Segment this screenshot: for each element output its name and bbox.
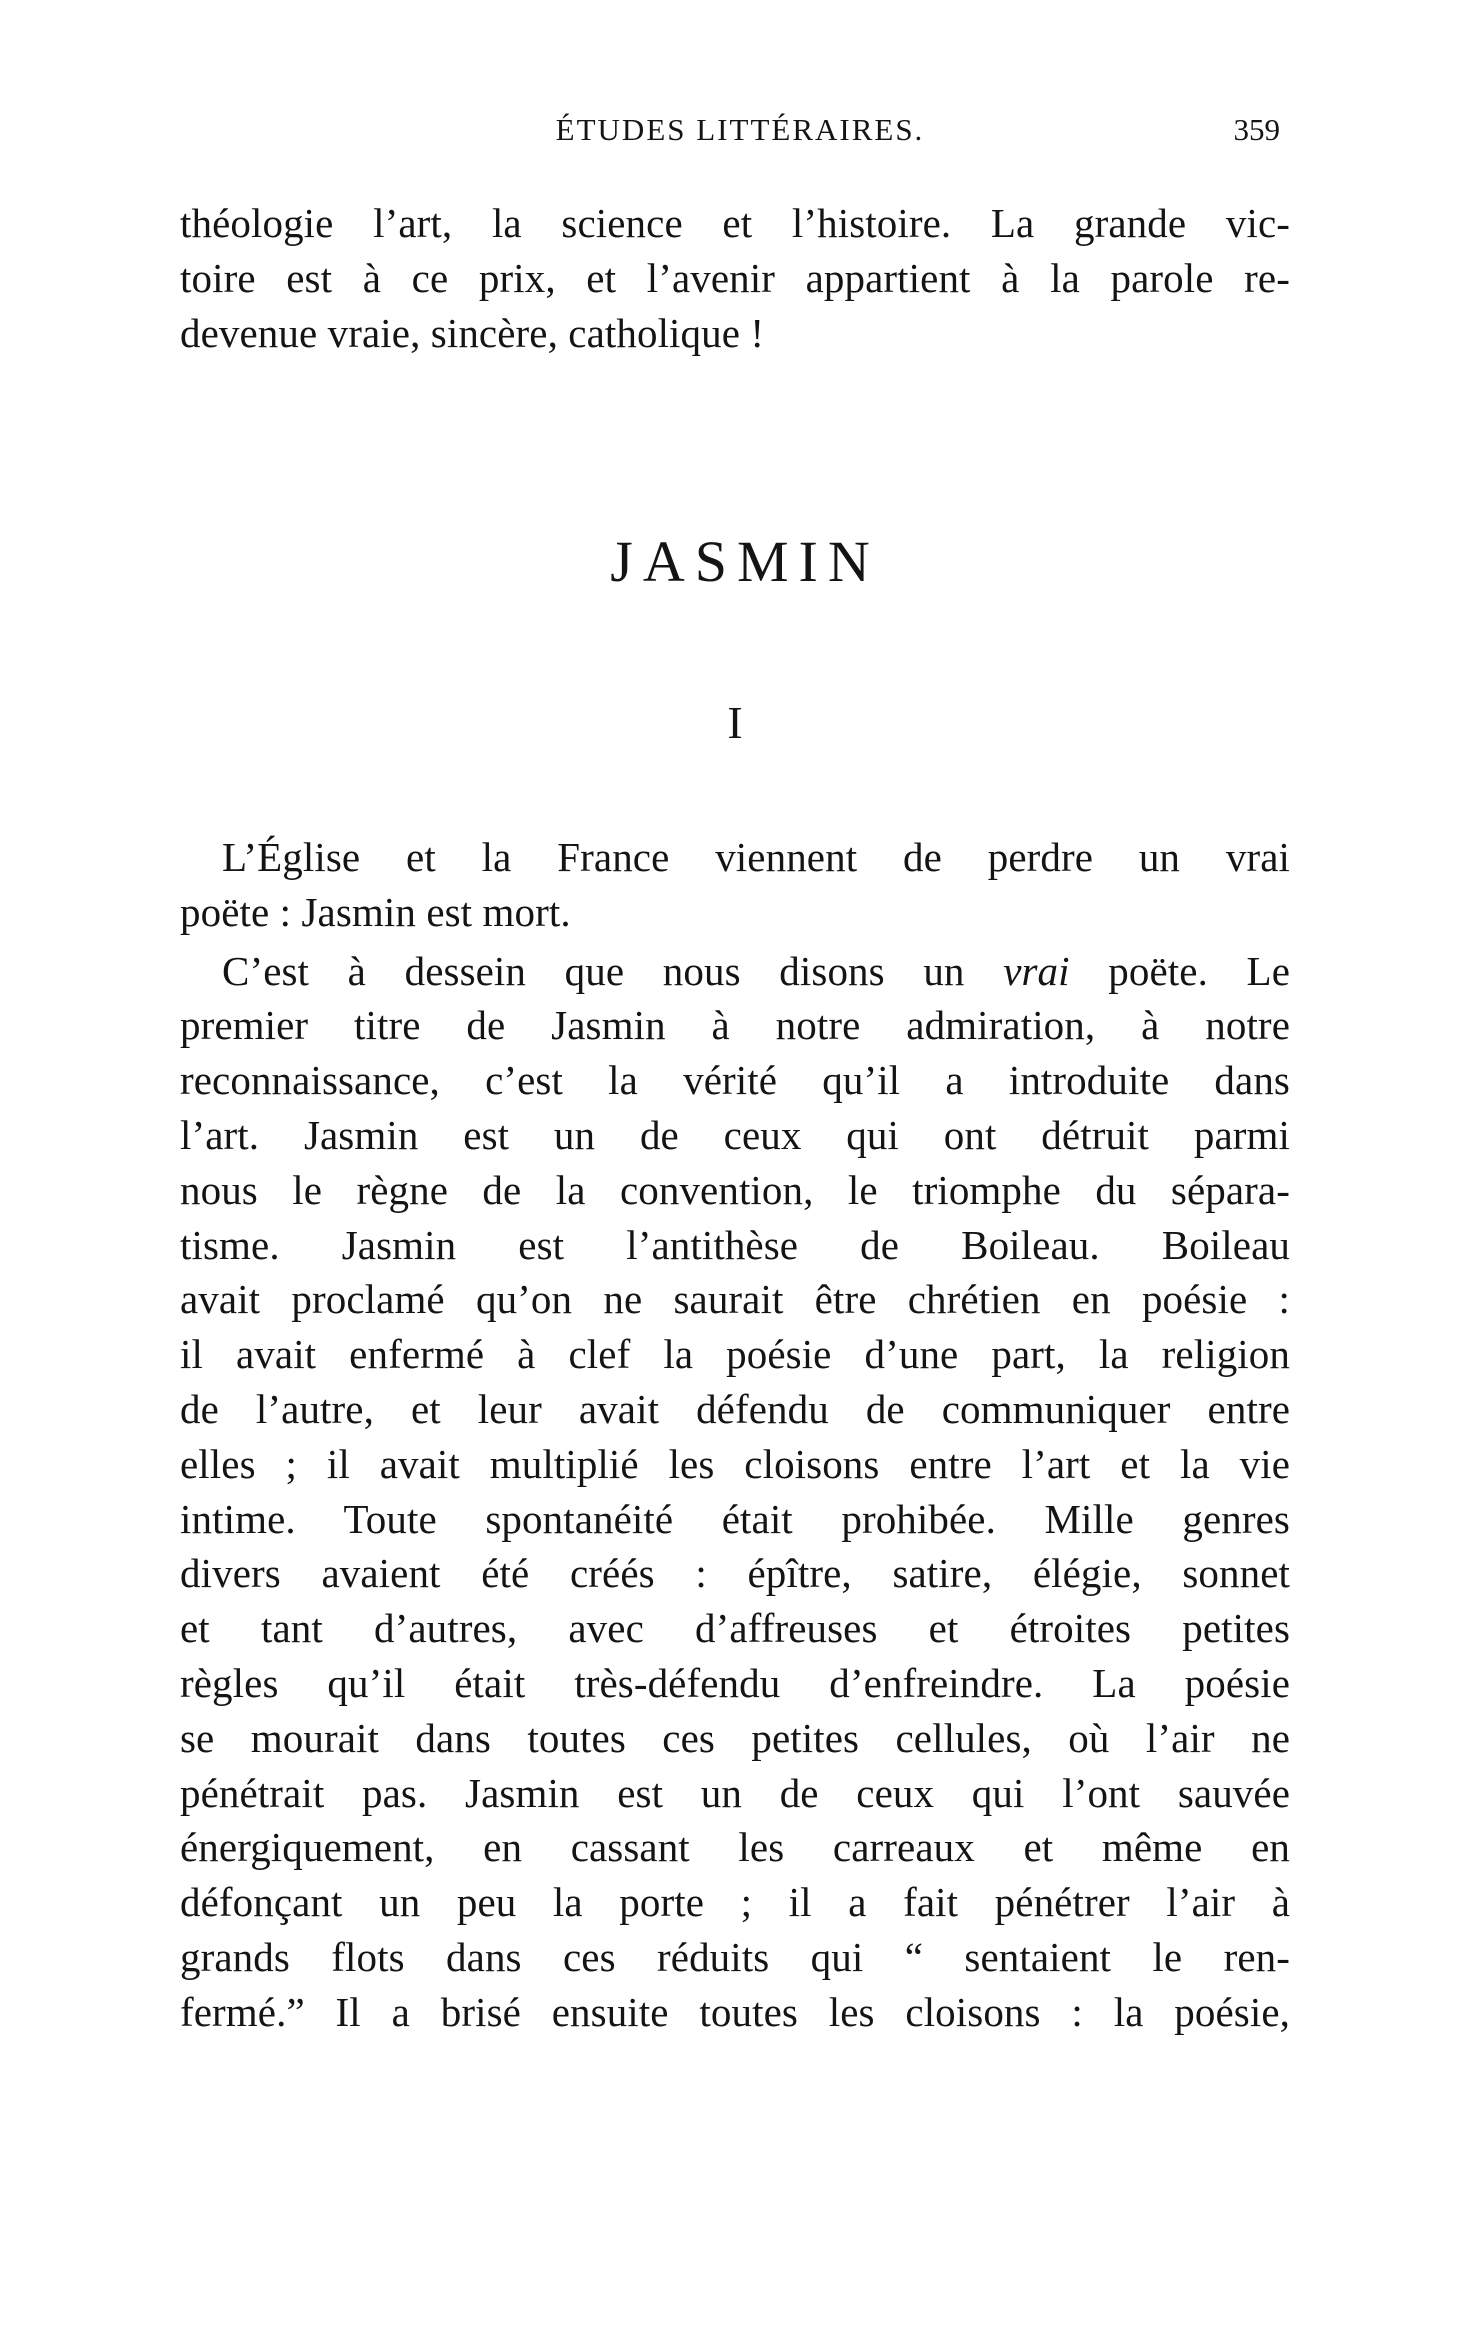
body-text — [180, 830, 1290, 2040]
paragraph-line: défonçant un peu la porte ; il a fait pénétrer l’air à — [180, 1879, 1290, 1926]
paragraph-line: fermé.” Il a brisé ensuite toutes les cloisons : la poésie, — [180, 1988, 1290, 2035]
intro-line: devenue vraie, sincère, catholique ! — [180, 309, 765, 356]
paragraph-line: pénétrait pas. Jasmin est un de ceux qui l’ont sauvée — [180, 1769, 1290, 1816]
paragraph-line: reconnaissance, c’est la vérité qu’il a introduite dans — [180, 1057, 1290, 1104]
section-number: I — [727, 697, 743, 748]
paragraph-line: règles qu’il était très-défendu d’enfreindre. La poésie — [180, 1659, 1290, 1706]
paragraph-line: elles ; il avait multiplié les cloisons entre l’art et la vie — [180, 1440, 1290, 1487]
running-title: ÉTUDES LITTÉRAIRES. — [555, 112, 925, 147]
running-head — [180, 112, 1290, 172]
paragraph-line: énergiquement, en cassant les carreaux et même en — [180, 1824, 1290, 1871]
intro-line: toire est à ce prix, et l’avenir appartient à la parole re- — [180, 254, 1290, 301]
chapter-title: JASMIN — [610, 529, 880, 594]
paragraph-line — [180, 944, 1290, 999]
text-run: poëte. Le — [1069, 947, 1290, 994]
paragraph-line: avait proclamé qu’on ne saurait être chrétien en poésie : — [180, 1276, 1290, 1323]
paragraph-line: intime. Toute spontanéité était prohibée. Mille genres — [180, 1495, 1290, 1542]
paragraph-line: divers avaient été créés : épître, satire, élégie, sonnet — [180, 1550, 1290, 1597]
paragraph-line: et tant d’autres, avec d’affreuses et étroites petites — [180, 1605, 1290, 1652]
emphasis-word: vrai — [1003, 947, 1070, 994]
intro-line: théologie l’art, la science et l’histoire. La grande vic- — [180, 200, 1290, 246]
paragraph-line: L’Église et la France viennent de perdre un vrai — [222, 834, 1290, 880]
paragraph-line: nous le règne de la convention, le triomphe du sépara- — [180, 1166, 1290, 1213]
paragraph-line: grands flots dans ces réduits qui “ sentaient le ren- — [180, 1933, 1290, 1980]
paragraph-line: tisme. Jasmin est l’antithèse de Boileau. Boileau — [180, 1221, 1290, 1268]
paragraph-line: l’art. Jasmin est un de ceux qui ont détruit parmi — [180, 1111, 1290, 1158]
paragraph-line: il avait enfermé à clef la poésie d’une part, la religion — [180, 1331, 1290, 1378]
paragraph-line: poëte : Jasmin est mort. — [180, 888, 571, 935]
paragraph-line: de l’autre, et leur avait défendu de communiquer entre — [180, 1385, 1290, 1432]
page-number: 359 — [1233, 112, 1280, 147]
paragraph-line: se mourait dans toutes ces petites cellules, où l’air ne — [180, 1714, 1290, 1761]
paragraph-line: premier titre de Jasmin à notre admiration, à notre — [180, 1002, 1290, 1049]
text-run: C’est à dessein que nous disons un — [222, 947, 1004, 994]
intro-paragraph — [180, 196, 1290, 360]
